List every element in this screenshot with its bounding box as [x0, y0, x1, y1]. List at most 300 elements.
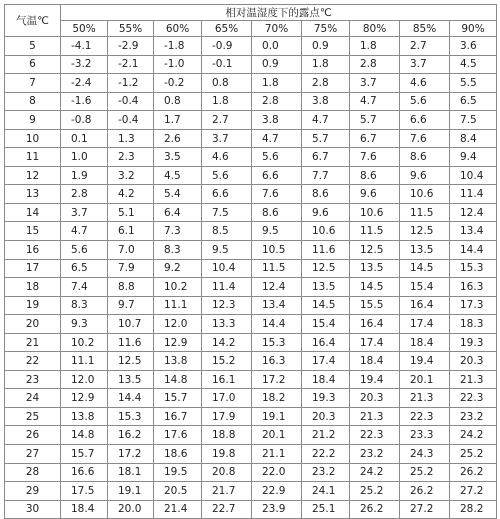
dew-point-cell: 21.2: [302, 426, 350, 445]
table-row: [5, 166, 497, 185]
dew-point-cell: 9.6: [350, 185, 400, 204]
dew-point-cell: 8.6: [400, 148, 450, 167]
dew-point-cell: 14.5: [302, 296, 350, 315]
table-row: [5, 296, 497, 315]
dew-point-cell: 4.6: [202, 148, 252, 167]
dew-point-cell: 1.0: [61, 148, 108, 167]
table-row: [5, 278, 497, 297]
dew-point-cell: 22.3: [450, 389, 497, 408]
dew-point-cell: 10.7: [108, 315, 154, 334]
dew-point-cell: 3.7: [400, 55, 450, 74]
dew-point-cell: 6.7: [302, 148, 350, 167]
dew-point-cell: 28.2: [450, 500, 497, 519]
table-row: [5, 185, 497, 204]
temperature-cell: 5: [5, 37, 61, 56]
dew-point-cell: 21.3: [350, 407, 400, 426]
dew-point-cell: 9.3: [61, 315, 108, 334]
dew-point-cell: 8.6: [302, 185, 350, 204]
dew-point-cell: 2.6: [154, 129, 202, 148]
dew-point-cell: 12.9: [154, 333, 202, 352]
dew-point-cell: 10.5: [252, 241, 302, 260]
dew-point-cell: 20.3: [350, 389, 400, 408]
dew-point-cell: 6.5: [450, 92, 497, 111]
temperature-cell: 29: [5, 482, 61, 501]
dew-point-cell: 1.3: [108, 129, 154, 148]
dew-point-cell: 5.6: [252, 148, 302, 167]
dew-point-cell: 4.2: [108, 185, 154, 204]
humidity-header: 85%: [400, 21, 450, 37]
temperature-cell: 17: [5, 259, 61, 278]
dew-point-cell: 17.9: [202, 407, 252, 426]
dew-point-cell: 11.5: [400, 203, 450, 222]
dew-point-cell: 6.7: [350, 129, 400, 148]
dew-point-cell: 13.4: [450, 222, 497, 241]
temperature-cell: 8: [5, 92, 61, 111]
temperature-cell: 12: [5, 166, 61, 185]
dew-point-cell: 11.6: [108, 333, 154, 352]
dew-point-cell: 14.4: [252, 315, 302, 334]
dew-point-cell: 16.2: [108, 426, 154, 445]
dew-point-cell: 23.2: [302, 463, 350, 482]
table-row: [5, 426, 497, 445]
dew-point-cell: 26.2: [450, 463, 497, 482]
dew-point-cell: 0.9: [302, 37, 350, 56]
dew-point-cell: 5.5: [450, 74, 497, 93]
dew-point-cell: 17.4: [400, 315, 450, 334]
dew-point-cell: 18.4: [400, 333, 450, 352]
dew-point-cell: 25.2: [400, 463, 450, 482]
dew-point-cell: 7.0: [108, 241, 154, 260]
dew-point-cell: 8.3: [154, 241, 202, 260]
dew-point-cell: 20.3: [302, 407, 350, 426]
dew-point-cell: 10.4: [450, 166, 497, 185]
dew-point-cell: 17.5: [61, 482, 108, 501]
dew-point-cell: 6.6: [400, 111, 450, 130]
table-row: [5, 37, 497, 56]
dew-point-cell: 4.7: [350, 92, 400, 111]
dew-point-cell: 22.2: [302, 445, 350, 464]
dew-point-cell: 18.8: [202, 426, 252, 445]
dew-point-cell: 19.3: [450, 333, 497, 352]
dew-point-cell: 7.9: [108, 259, 154, 278]
dew-point-cell: 15.3: [252, 333, 302, 352]
dew-point-cell: 5.6: [202, 166, 252, 185]
dew-point-cell: 13.5: [302, 278, 350, 297]
dew-point-cell: 14.8: [61, 426, 108, 445]
dew-point-cell: 4.7: [252, 129, 302, 148]
dew-point-cell: 1.7: [154, 111, 202, 130]
dew-point-cell: -1.8: [154, 37, 202, 56]
table-row: [5, 203, 497, 222]
table-row: [5, 315, 497, 334]
dew-point-cell: 1.8: [202, 92, 252, 111]
dew-point-cell: 15.7: [154, 389, 202, 408]
dew-point-cell: 0.8: [202, 74, 252, 93]
dew-point-cell: 14.8: [154, 370, 202, 389]
dew-point-cell: 14.5: [350, 278, 400, 297]
dew-point-cell: 11.5: [252, 259, 302, 278]
table-row: [5, 407, 497, 426]
dew-point-cell: 16.7: [154, 407, 202, 426]
dew-point-cell: -0.4: [108, 92, 154, 111]
dew-point-cell: 18.4: [350, 352, 400, 371]
dew-point-cell: 22.7: [202, 500, 252, 519]
dew-point-cell: 12.5: [350, 241, 400, 260]
temperature-cell: 13: [5, 185, 61, 204]
dew-point-cell: 7.5: [202, 203, 252, 222]
dew-point-cell: -4.1: [61, 37, 108, 56]
dew-point-cell: 17.2: [252, 370, 302, 389]
table-row: [5, 129, 497, 148]
dew-point-cell: 25.2: [450, 445, 497, 464]
dew-point-cell: 22.9: [252, 482, 302, 501]
dew-point-cell: 19.1: [108, 482, 154, 501]
table-row: [5, 222, 497, 241]
humidity-header: 70%: [252, 21, 302, 37]
dew-point-cell: 3.8: [302, 92, 350, 111]
dew-point-cell: 17.3: [450, 296, 497, 315]
table-row: [5, 241, 497, 260]
humidity-header: 80%: [350, 21, 400, 37]
dew-point-cell: 13.5: [108, 370, 154, 389]
dew-point-cell: 19.4: [350, 370, 400, 389]
table-row: [5, 500, 497, 519]
table-row: [5, 389, 497, 408]
dew-point-cell: 2.3: [108, 148, 154, 167]
dew-point-cell: 0.8: [154, 92, 202, 111]
dew-point-cell: 18.3: [450, 315, 497, 334]
table-row: [5, 55, 497, 74]
table-row: [5, 482, 497, 501]
dew-point-cell: 22.0: [252, 463, 302, 482]
dew-point-cell: 18.4: [61, 500, 108, 519]
temperature-cell: 10: [5, 129, 61, 148]
dew-point-cell: 15.3: [450, 259, 497, 278]
dew-point-cell: 26.2: [400, 482, 450, 501]
dew-point-cell: 15.4: [302, 315, 350, 334]
dew-point-cell: 6.6: [202, 185, 252, 204]
dew-point-cell: 12.4: [450, 203, 497, 222]
table-row: [5, 148, 497, 167]
temperature-cell: 16: [5, 241, 61, 260]
dew-point-cell: 25.1: [302, 500, 350, 519]
dew-point-cell: 16.1: [202, 370, 252, 389]
dew-point-cell: 0.9: [252, 55, 302, 74]
temperature-cell: 30: [5, 500, 61, 519]
dew-point-cell: 5.6: [61, 241, 108, 260]
dew-point-cell: 3.5: [154, 148, 202, 167]
dew-point-cell: 23.9: [252, 500, 302, 519]
dew-point-cell: 1.8: [302, 55, 350, 74]
dew-point-cell: 8.5: [202, 222, 252, 241]
dew-point-cell: 10.4: [202, 259, 252, 278]
dew-point-cell: 13.4: [252, 296, 302, 315]
dew-point-cell: 20.1: [252, 426, 302, 445]
dew-point-cell: 20.0: [108, 500, 154, 519]
dew-point-cell: 11.4: [450, 185, 497, 204]
dew-point-cell: 3.7: [202, 129, 252, 148]
dew-point-cell: 3.8: [252, 111, 302, 130]
dew-point-cell: -2.9: [108, 37, 154, 56]
dew-point-cell: 17.2: [108, 445, 154, 464]
dew-point-cell: 14.4: [450, 241, 497, 260]
dew-point-cell: 2.7: [202, 111, 252, 130]
dew-point-cell: 17.4: [302, 352, 350, 371]
dew-point-cell: 11.1: [154, 296, 202, 315]
dew-point-cell: 4.7: [61, 222, 108, 241]
dew-point-cell: 12.5: [302, 259, 350, 278]
dew-point-cell: 21.3: [400, 389, 450, 408]
dew-point-cell: -2.1: [108, 55, 154, 74]
dew-point-cell: 7.6: [252, 185, 302, 204]
dew-point-cell: 15.4: [400, 278, 450, 297]
dew-point-cell: 12.4: [252, 278, 302, 297]
dew-point-cell: 2.8: [302, 74, 350, 93]
dew-point-cell: 18.2: [252, 389, 302, 408]
table-title: 相对温湿度下的露点℃: [61, 5, 497, 21]
table-row: [5, 463, 497, 482]
dew-point-cell: 1.9: [61, 166, 108, 185]
dew-point-cell: 20.1: [400, 370, 450, 389]
dew-point-cell: -1.6: [61, 92, 108, 111]
dew-point-cell: 5.7: [302, 129, 350, 148]
dew-point-cell: 24.2: [450, 426, 497, 445]
dew-point-cell: 16.4: [350, 315, 400, 334]
table-row: [5, 92, 497, 111]
dew-point-cell: 13.5: [400, 241, 450, 260]
corner-label: 气温℃: [5, 5, 61, 37]
dew-point-cell: -0.9: [202, 37, 252, 56]
dew-point-cell: 27.2: [400, 500, 450, 519]
humidity-header: 75%: [302, 21, 350, 37]
dew-point-cell: 4.6: [400, 74, 450, 93]
dew-point-cell: 10.2: [61, 333, 108, 352]
table-row: [5, 370, 497, 389]
dew-point-cell: 0.0: [252, 37, 302, 56]
table-row: [5, 445, 497, 464]
dew-point-cell: 17.6: [154, 426, 202, 445]
dew-point-cell: 19.1: [252, 407, 302, 426]
dew-point-cell: 7.6: [400, 129, 450, 148]
dew-point-cell: 19.8: [202, 445, 252, 464]
dew-point-cell: 13.8: [61, 407, 108, 426]
dew-point-cell: 22.3: [350, 426, 400, 445]
temperature-cell: 14: [5, 203, 61, 222]
dew-point-cell: 5.1: [108, 203, 154, 222]
dew-point-cell: 10.6: [302, 222, 350, 241]
dew-point-cell: 1.8: [252, 74, 302, 93]
temperature-cell: 25: [5, 407, 61, 426]
dew-point-cell: 13.8: [154, 352, 202, 371]
dew-point-cell: 26.2: [350, 500, 400, 519]
dew-point-cell: 12.5: [400, 222, 450, 241]
dew-point-cell: 9.5: [202, 241, 252, 260]
dew-point-cell: -0.4: [108, 111, 154, 130]
dew-point-cell: 5.7: [350, 111, 400, 130]
dew-point-cell: 1.8: [350, 37, 400, 56]
dew-point-cell: -0.8: [61, 111, 108, 130]
dew-point-cell: 16.3: [252, 352, 302, 371]
dew-point-cell: 12.5: [108, 352, 154, 371]
dew-point-cell: 6.4: [154, 203, 202, 222]
dew-point-cell: 3.6: [450, 37, 497, 56]
dew-point-cell: 19.5: [154, 463, 202, 482]
temperature-cell: 26: [5, 426, 61, 445]
dew-point-cell: 7.6: [350, 148, 400, 167]
dew-point-cell: 4.5: [154, 166, 202, 185]
dew-point-cell: 0.1: [61, 129, 108, 148]
dew-point-cell: -0.2: [154, 74, 202, 93]
table-row: [5, 333, 497, 352]
temperature-cell: 21: [5, 333, 61, 352]
dew-point-cell: 24.2: [350, 463, 400, 482]
dew-point-cell: 12.0: [154, 315, 202, 334]
dew-point-cell: 2.8: [252, 92, 302, 111]
table-row: [5, 352, 497, 371]
dew-point-cell: 7.5: [450, 111, 497, 130]
dew-point-cell: 18.1: [108, 463, 154, 482]
dew-point-cell: 10.6: [350, 203, 400, 222]
dew-point-cell: 25.2: [350, 482, 400, 501]
dew-point-cell: 8.6: [252, 203, 302, 222]
dew-point-cell: 13.5: [350, 259, 400, 278]
dew-point-cell: 4.7: [302, 111, 350, 130]
dew-point-cell: 8.6: [350, 166, 400, 185]
humidity-header: 65%: [202, 21, 252, 37]
dew-point-cell: 20.3: [450, 352, 497, 371]
temperature-cell: 27: [5, 445, 61, 464]
table-row: [5, 259, 497, 278]
dew-point-cell: 12.0: [61, 370, 108, 389]
dew-point-cell: 16.4: [302, 333, 350, 352]
dew-point-cell: 15.7: [61, 445, 108, 464]
dew-point-cell: 15.2: [202, 352, 252, 371]
dew-point-cell: 2.8: [61, 185, 108, 204]
dew-point-cell: 12.3: [202, 296, 252, 315]
dew-point-cell: 5.4: [154, 185, 202, 204]
dew-point-cell: -2.4: [61, 74, 108, 93]
dew-point-cell: 9.6: [302, 203, 350, 222]
dew-point-cell: 21.3: [450, 370, 497, 389]
dew-point-cell: 6.6: [252, 166, 302, 185]
dew-point-cell: 11.6: [302, 241, 350, 260]
temperature-cell: 22: [5, 352, 61, 371]
dew-point-cell: 12.9: [61, 389, 108, 408]
dew-point-table: [4, 4, 497, 519]
dew-point-cell: 27.2: [450, 482, 497, 501]
dew-point-cell: 18.6: [154, 445, 202, 464]
dew-point-cell: 7.3: [154, 222, 202, 241]
temperature-cell: 28: [5, 463, 61, 482]
dew-point-cell: 6.5: [61, 259, 108, 278]
dew-point-cell: 14.4: [108, 389, 154, 408]
temperature-cell: 18: [5, 278, 61, 297]
temperature-cell: 9: [5, 111, 61, 130]
dew-point-cell: 19.4: [400, 352, 450, 371]
humidity-header: 55%: [108, 21, 154, 37]
dew-point-cell: 21.4: [154, 500, 202, 519]
dew-point-cell: 23.2: [450, 407, 497, 426]
dew-point-cell: -3.2: [61, 55, 108, 74]
dew-point-cell: 2.8: [350, 55, 400, 74]
dew-point-cell: -0.1: [202, 55, 252, 74]
dew-point-cell: 3.2: [108, 166, 154, 185]
dew-point-cell: 9.6: [400, 166, 450, 185]
dew-point-cell: -1.2: [108, 74, 154, 93]
dew-point-cell: 21.7: [202, 482, 252, 501]
dew-point-cell: 23.2: [350, 445, 400, 464]
temperature-cell: 15: [5, 222, 61, 241]
humidity-header: 90%: [450, 21, 497, 37]
dew-point-cell: 11.4: [202, 278, 252, 297]
dew-point-cell: 15.3: [108, 407, 154, 426]
dew-point-cell: -1.0: [154, 55, 202, 74]
dew-point-cell: 3.7: [61, 203, 108, 222]
dew-point-cell: 10.6: [400, 185, 450, 204]
dew-point-cell: 18.4: [302, 370, 350, 389]
temperature-cell: 20: [5, 315, 61, 334]
dew-point-cell: 9.4: [450, 148, 497, 167]
dew-point-cell: 16.6: [61, 463, 108, 482]
dew-point-cell: 15.5: [350, 296, 400, 315]
dew-point-cell: 2.7: [400, 37, 450, 56]
temperature-cell: 6: [5, 55, 61, 74]
dew-point-cell: 17.4: [350, 333, 400, 352]
dew-point-cell: 21.1: [252, 445, 302, 464]
dew-point-cell: 23.3: [400, 426, 450, 445]
dew-point-cell: 24.1: [302, 482, 350, 501]
dew-point-cell: 9.5: [252, 222, 302, 241]
dew-point-cell: 17.0: [202, 389, 252, 408]
dew-point-cell: 19.3: [302, 389, 350, 408]
humidity-header: 50%: [61, 21, 108, 37]
dew-point-cell: 22.3: [400, 407, 450, 426]
dew-point-cell: 3.7: [350, 74, 400, 93]
dew-point-cell: 9.2: [154, 259, 202, 278]
dew-point-cell: 8.3: [61, 296, 108, 315]
dew-point-cell: 8.8: [108, 278, 154, 297]
dew-point-cell: 14.5: [400, 259, 450, 278]
dew-point-cell: 11.5: [350, 222, 400, 241]
temperature-cell: 24: [5, 389, 61, 408]
table-row: [5, 74, 497, 93]
temperature-cell: 19: [5, 296, 61, 315]
dew-point-cell: 7.4: [61, 278, 108, 297]
dew-point-cell: 20.8: [202, 463, 252, 482]
dew-point-cell: 6.1: [108, 222, 154, 241]
table-body: [5, 37, 497, 519]
dew-point-cell: 10.2: [154, 278, 202, 297]
dew-point-cell: 20.5: [154, 482, 202, 501]
dew-point-cell: 13.3: [202, 315, 252, 334]
dew-point-cell: 9.7: [108, 296, 154, 315]
humidity-header: 60%: [154, 21, 202, 37]
dew-point-cell: 11.1: [61, 352, 108, 371]
dew-point-cell: 16.4: [400, 296, 450, 315]
temperature-cell: 11: [5, 148, 61, 167]
dew-point-cell: 7.7: [302, 166, 350, 185]
temperature-cell: 7: [5, 74, 61, 93]
dew-point-cell: 14.2: [202, 333, 252, 352]
dew-point-cell: 4.5: [450, 55, 497, 74]
humidity-header-row: [5, 21, 497, 37]
dew-point-cell: 16.3: [450, 278, 497, 297]
dew-point-cell: 5.6: [400, 92, 450, 111]
temperature-cell: 23: [5, 370, 61, 389]
dew-point-cell: 8.4: [450, 129, 497, 148]
table-row: [5, 111, 497, 130]
dew-point-cell: 24.3: [400, 445, 450, 464]
